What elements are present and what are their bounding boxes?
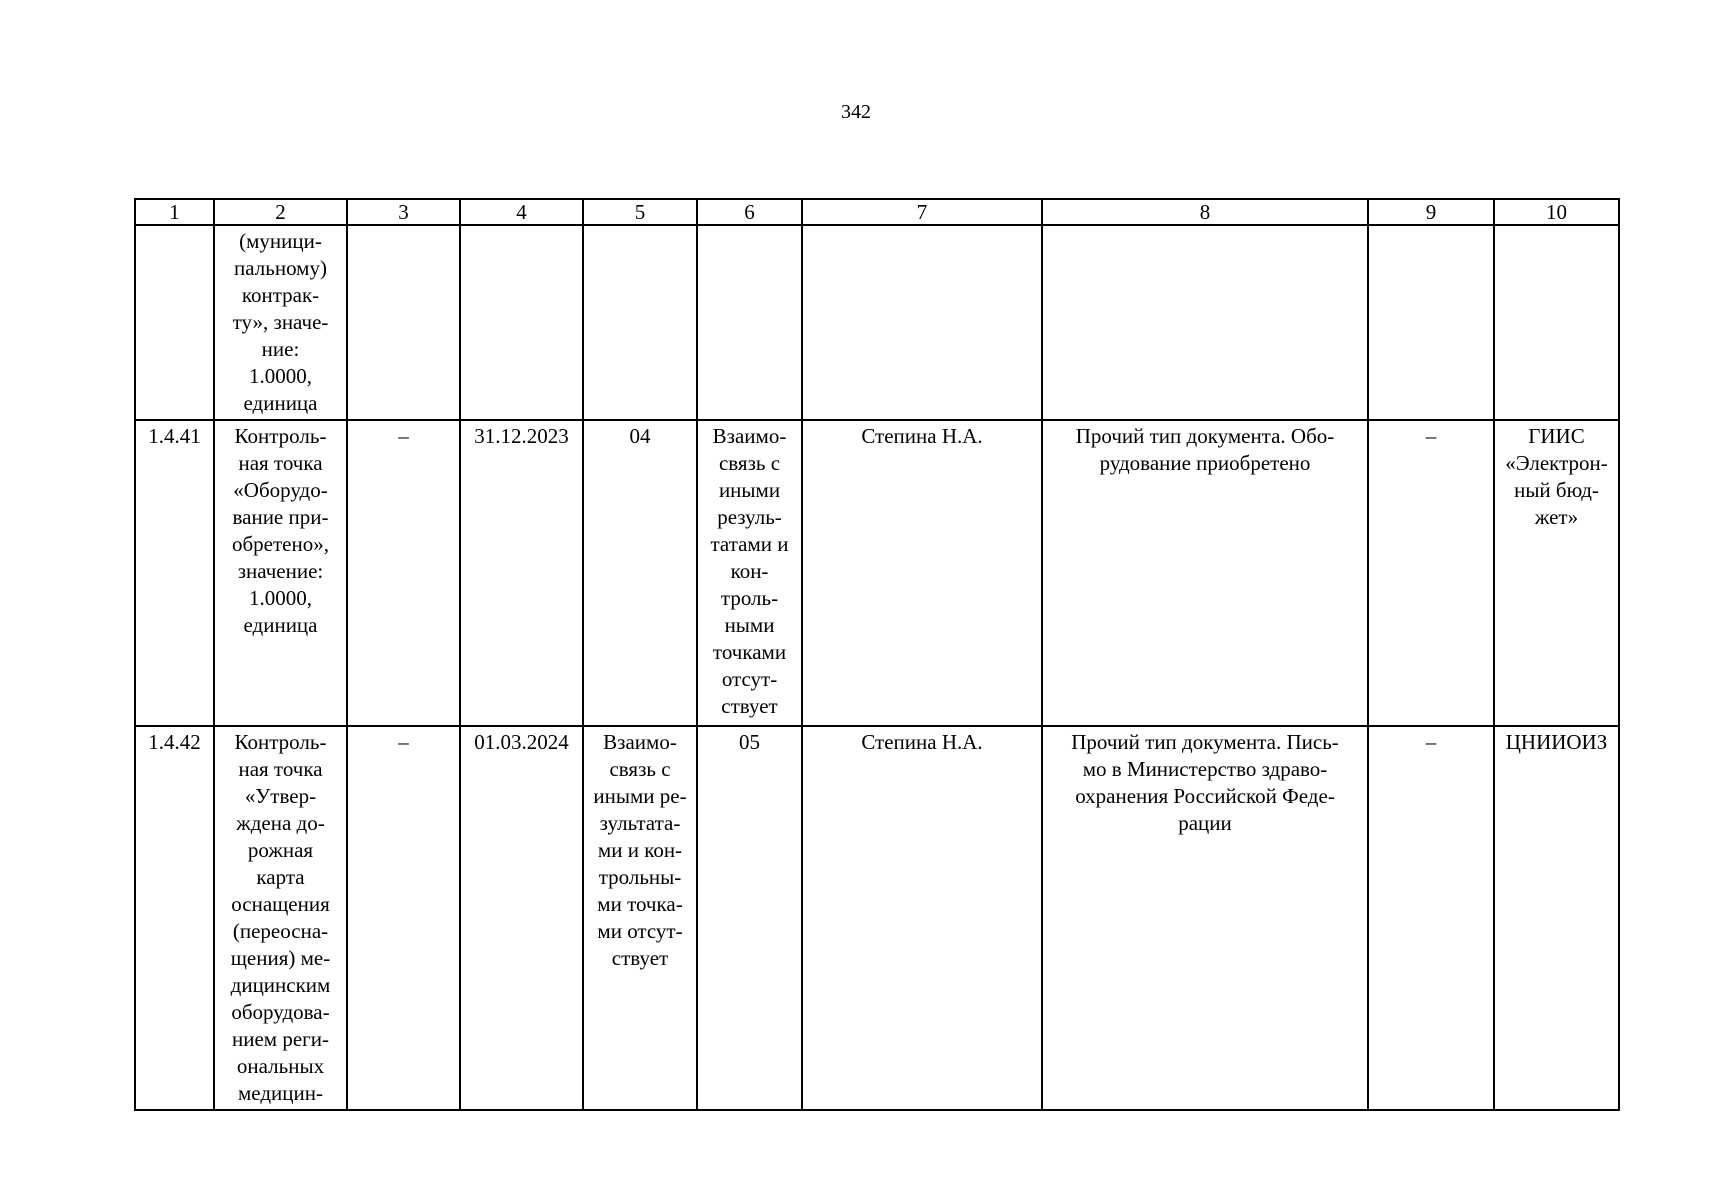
cell-col6: [697, 726, 802, 1110]
cell-text: 1.4.42: [148, 730, 201, 754]
cell-text: Взаимо- связь с иными резуль- татами и кон- троль- ными точками отсут- ствует: [710, 424, 789, 718]
cell-responsible: [802, 420, 1042, 726]
cell-text: (муници- пальному) контрак- ту», значе- ние: 1.0000, единица: [232, 229, 329, 415]
cell-name: [214, 225, 347, 420]
cell-text: Контроль- ная точка «Утвер- ждена до- рожная карта оснащения (переосна- щения) ме- дицинским оборудова- нием реги- ональных медицин-: [230, 730, 331, 1105]
cell-document: [1042, 420, 1368, 726]
cell-number: [135, 420, 214, 726]
cell-col6: [697, 420, 802, 726]
cell-date: [460, 420, 583, 726]
cell-date: [460, 726, 583, 1110]
cell-document: [1042, 225, 1368, 420]
cell-number: [135, 225, 214, 420]
cell-text: Степина Н.А.: [861, 730, 983, 754]
cell-text: Прочий тип документа. Пись- мо в Министерство здраво- охранения Российской Феде- рации: [1071, 730, 1339, 835]
document-table: [134, 198, 1620, 1111]
cell-text: 05: [739, 730, 760, 754]
cell-col5: [583, 420, 697, 726]
column-header-4: 4: [460, 199, 583, 225]
cell-text: –: [398, 424, 409, 448]
cell-text: –: [398, 730, 409, 754]
column-header-3: 3: [347, 199, 460, 225]
cell-text: ГИИС «Электрон- ный бюд- жет»: [1505, 424, 1608, 529]
cell-system: [1494, 420, 1619, 726]
cell-text: Взаимо- связь с иными ре- зультата- ми и кон- трольны- ми точка- ми отсут- ствует: [593, 730, 687, 970]
column-header-5: 5: [583, 199, 697, 225]
table-row: [135, 225, 1619, 420]
cell-text: 04: [629, 424, 651, 448]
cell-col9: [1368, 225, 1494, 420]
cell-text: 1.4.41: [148, 424, 201, 448]
cell-responsible: [802, 726, 1042, 1110]
table-row: [135, 420, 1619, 726]
cell-number: [135, 726, 214, 1110]
cell-name: [214, 420, 347, 726]
cell-system: [1494, 726, 1619, 1110]
cell-col9: [1368, 726, 1494, 1110]
cell-text: 31.12.2023: [474, 424, 569, 448]
cell-text: Прочий тип документа. Обо- рудование приобретено: [1075, 424, 1335, 475]
cell-col3: [347, 726, 460, 1110]
cell-col6: [697, 225, 802, 420]
table-row: [135, 726, 1619, 1110]
column-header-1: 1: [135, 199, 214, 225]
cell-name: [214, 726, 347, 1110]
cell-col9: [1368, 420, 1494, 726]
cell-text: 01.03.2024: [474, 730, 569, 754]
cell-col3: [347, 420, 460, 726]
cell-col5: [583, 225, 697, 420]
cell-text: ЦНИИОИЗ: [1505, 730, 1608, 754]
cell-col3: [347, 225, 460, 420]
cell-text: Степина Н.А.: [861, 424, 983, 448]
table-header-row: [135, 199, 1619, 225]
column-header-7: 7: [802, 199, 1042, 225]
column-header-10: 10: [1494, 199, 1619, 225]
column-header-9: 9: [1368, 199, 1494, 225]
cell-system: [1494, 225, 1619, 420]
cell-document: [1042, 726, 1368, 1110]
cell-text: –: [1425, 730, 1437, 754]
column-header-8: 8: [1042, 199, 1368, 225]
page-number: 342: [841, 101, 871, 123]
cell-responsible: [802, 225, 1042, 420]
column-header-2: 2: [214, 199, 347, 225]
cell-date: [460, 225, 583, 420]
cell-col5: [583, 726, 697, 1110]
column-header-6: 6: [697, 199, 802, 225]
cell-text: –: [1425, 424, 1437, 448]
cell-text: Контроль- ная точка «Оборудо- вание при- обретено», значение: 1.0000, единица: [232, 424, 329, 637]
